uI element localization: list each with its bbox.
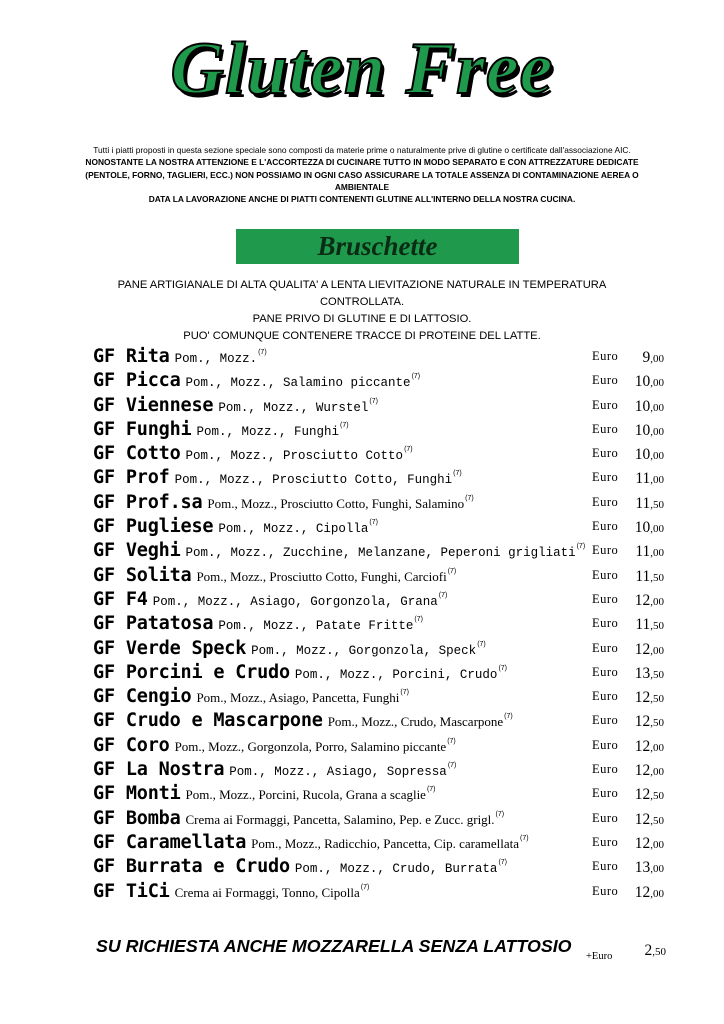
item-name: GF F4 (93, 588, 148, 610)
price-value (635, 689, 664, 707)
price-value (635, 568, 664, 586)
price-int: 12 (634, 689, 651, 707)
item-description: Pom., Mozz., Crudo, Mascarpone (327, 714, 504, 730)
price-dec: ,00 (650, 425, 664, 438)
item-price (592, 835, 670, 851)
allergen-note: (7) (495, 810, 505, 818)
allergen-note: (7) (453, 470, 462, 478)
price-dec: ,00 (650, 887, 664, 900)
price-int: 12 (634, 786, 651, 804)
item-price (592, 568, 670, 584)
item-description: Pom., Mozz., Gorgonzola, Speck (251, 643, 477, 658)
item-price (592, 786, 670, 802)
item-name: GF Viennese (93, 394, 214, 416)
item-price (592, 470, 670, 486)
item-description: Pom., Mozz., Prosciutto Cotto (185, 449, 404, 464)
currency-label: Euro (592, 519, 619, 534)
item-description: Pom., Mozz., Salamino piccante (185, 376, 411, 391)
menu-item (93, 638, 673, 662)
allergen-note: (7) (447, 567, 457, 575)
currency-label: Euro (592, 713, 619, 728)
currency-label: Euro (592, 762, 619, 777)
price-int: 11 (635, 470, 651, 488)
item-price (592, 859, 670, 875)
allergen-note: (7) (504, 713, 513, 721)
price-int: 12 (634, 591, 651, 609)
currency-label: Euro (592, 786, 619, 801)
item-price (592, 689, 670, 705)
allergen-note: (7) (414, 616, 423, 624)
price-dec: ,50 (650, 717, 664, 730)
item-price (592, 713, 670, 729)
intro-notice (60, 144, 664, 205)
allergen-note: (7) (520, 834, 529, 842)
item-name: GF Cengio (93, 686, 192, 708)
menu-item (93, 613, 673, 637)
allergen-note: (7) (447, 737, 456, 745)
item-description: Pom., Mozz., Prosciutto Cotto, Funghi, Salamino (207, 495, 465, 511)
price-value (635, 641, 664, 659)
price-dec: ,00 (650, 547, 664, 560)
price-int: 11 (635, 494, 651, 512)
item-price (592, 422, 670, 438)
price-value (645, 942, 667, 960)
item-description: Pom., Mozz., Cipolla (218, 522, 369, 537)
item-name: GF Picca (93, 370, 181, 392)
item-name: GF Rita (93, 346, 170, 367)
intro-line: Tutti i piatti proposti in questa sezione speciale sono composti da materie prime o naturalmente prive di glutine o certificate dall'associazione AIC. (93, 145, 631, 155)
price-int: 9 (642, 349, 651, 366)
allergen-note: (7) (339, 421, 349, 429)
item-description: Pom., Mozz., Asiago, Sopressa (229, 765, 447, 780)
menu-item (93, 856, 673, 880)
item-price (592, 446, 670, 462)
price-dec: ,50 (650, 814, 664, 827)
item-price (592, 762, 670, 778)
allergen-note: (7) (438, 591, 448, 599)
item-price (592, 665, 670, 681)
item-description: Crema ai Formaggi, Tonno, Cipolla (174, 884, 360, 900)
allergen-note: (7) (369, 519, 378, 527)
price-int: 11 (635, 543, 651, 561)
currency-label: Euro (592, 470, 619, 485)
intro-line: (PENTOLE, FORNO, TAGLIERI, ECC.) NON POSSIAMO IN OGNI CASO ASSICURARE LA TOTALE ASSENZA DI CONTAMINAZIONE AEREA O AMBIENTALE (85, 169, 639, 192)
currency-label: Euro (592, 421, 619, 436)
item-name: GF Coro (93, 734, 170, 756)
item-name: GF La Nostra (93, 759, 225, 781)
item-name: GF Porcini e Crudo (93, 661, 290, 683)
menu-item (93, 492, 673, 516)
menu-item (93, 395, 673, 419)
price-dec: ,50 (650, 498, 664, 511)
price-value (635, 616, 664, 634)
item-description: Pom., Mozz., Funghi (196, 424, 339, 439)
menu-item (93, 565, 673, 589)
section-title: Bruschette (317, 231, 438, 261)
item-price (592, 519, 670, 535)
allergen-note: (7) (447, 762, 457, 770)
footer-price (586, 942, 666, 964)
currency-label: Euro (592, 591, 619, 606)
item-name: GF Veghi (93, 540, 181, 562)
price-value (635, 592, 664, 610)
item-price (592, 495, 670, 511)
price-value (635, 519, 664, 537)
price-dec: ,00 (650, 353, 664, 365)
currency-label: Euro (592, 640, 619, 655)
item-name: GF Prof (93, 467, 170, 489)
price-int: 13 (634, 859, 651, 877)
bread-line: PANE PRIVO DI GLUTINE E DI LATTOSIO. (252, 313, 472, 325)
item-name: GF TiCi (93, 880, 170, 902)
price-dec: ,00 (650, 474, 664, 487)
item-description: Pom., Mozz., Porcini, Crudo (294, 667, 498, 682)
price-int: 12 (634, 834, 651, 852)
bread-line: PUO' COMUNQUE CONTENERE TRACCE DI PROTEINE DEL LATTE. (183, 330, 541, 342)
currency-label: Euro (592, 859, 619, 874)
price-value (635, 786, 664, 804)
item-description: Pom., Mozz., Patate Fritte (218, 619, 414, 634)
item-name: GF Crudo e Mascarpone (93, 710, 323, 732)
item-price (592, 349, 670, 365)
menu-item (93, 881, 673, 905)
item-price (592, 884, 670, 900)
currency-label: Euro (592, 616, 619, 631)
item-price (592, 641, 670, 657)
item-name: GF Pugliese (93, 516, 214, 538)
price-int: 12 (634, 737, 651, 755)
price-value (635, 495, 664, 513)
menu-item (93, 516, 673, 540)
item-name: GF Monti (93, 783, 181, 805)
menu-item (93, 710, 673, 734)
currency-label: Euro (592, 494, 619, 509)
currency-label: Euro (592, 543, 619, 558)
price-int: 12 (634, 640, 651, 658)
currency-label: Euro (592, 810, 619, 825)
footer-note: SU RICHIESTA ANCHE MOZZARELLA SENZA LATTOSIO (96, 936, 572, 956)
price-int: 12 (634, 713, 651, 731)
price-dec: ,50 (650, 693, 664, 706)
price-value (635, 422, 664, 440)
currency-label: Euro (592, 567, 619, 582)
menu-item (93, 662, 673, 686)
item-description: Pom., Mozz., Zucchine, Melanzane, Peperoni grigliati (185, 546, 576, 561)
price-value (635, 859, 664, 877)
menu-item (93, 735, 673, 759)
price-int: 13 (634, 664, 651, 682)
item-price (592, 616, 670, 632)
price-dec: ,00 (650, 766, 664, 779)
price-int: 12 (634, 810, 651, 828)
price-dec: ,50 (650, 571, 664, 584)
item-price (592, 738, 670, 754)
allergen-note: (7) (477, 640, 486, 648)
price-dec: ,00 (650, 863, 664, 876)
currency-label: Euro (592, 883, 619, 898)
price-value (635, 398, 664, 416)
item-price (592, 811, 670, 827)
price-dec: ,00 (650, 741, 664, 754)
item-description: Pom., Mozz., Asiago, Pancetta, Funghi (196, 690, 400, 706)
item-description: Pom., Mozz., Crudo, Burrata (294, 862, 498, 877)
price-dec: ,00 (650, 450, 664, 463)
price-int: 10 (634, 421, 651, 439)
allergen-note: (7) (360, 883, 370, 891)
item-description: Pom., Mozz. (174, 352, 258, 366)
menu-list (93, 346, 673, 905)
item-price (592, 398, 670, 414)
price-value (635, 470, 664, 488)
item-price (592, 543, 670, 559)
price-dec: ,50 (650, 790, 664, 803)
item-description: Pom., Mozz., Porcini, Rucola, Grana a scaglie (185, 787, 426, 803)
price-int: 12 (634, 883, 651, 901)
price-dec: ,00 (650, 401, 664, 414)
item-price (592, 592, 670, 608)
currency-label: Euro (592, 737, 619, 752)
allergen-note: (7) (465, 494, 474, 502)
menu-item (93, 808, 673, 832)
currency-label: Euro (592, 834, 619, 849)
item-name: GF Caramellata (93, 831, 247, 853)
price-int: 2 (644, 942, 653, 959)
currency-label: Euro (592, 373, 619, 388)
menu-item (93, 759, 673, 783)
item-description: Crema ai Formaggi, Pancetta, Salamino, Pep. e Zucc. grigl. (185, 811, 495, 827)
price-int: 11 (635, 616, 651, 634)
allergen-note: (7) (498, 664, 507, 672)
menu-item (93, 443, 673, 467)
menu-item (93, 540, 673, 564)
price-int: 10 (634, 373, 651, 391)
price-value (635, 762, 664, 780)
page-title: Gluten Free (170, 28, 554, 110)
currency-label: Euro (592, 349, 619, 363)
price-value (643, 349, 665, 367)
price-int: 10 (634, 397, 651, 415)
price-dec: ,00 (650, 377, 664, 390)
currency-label: Euro (592, 397, 619, 412)
currency-label: Euro (592, 446, 619, 461)
menu-item (93, 783, 673, 807)
allergen-note: (7) (258, 349, 267, 356)
price-value (635, 713, 664, 731)
menu-item (93, 832, 673, 856)
menu-item (93, 346, 673, 370)
allergen-note: (7) (400, 689, 409, 697)
menu-item (93, 686, 673, 710)
item-name: GF Verde Speck (93, 637, 247, 659)
menu-item (93, 419, 673, 443)
menu-item (93, 370, 673, 394)
menu-item (93, 467, 673, 491)
allergen-note: (7) (411, 373, 421, 381)
price-int: 12 (634, 762, 651, 780)
item-description: Pom., Mozz., Asiago, Gorgonzola, Grana (152, 594, 438, 609)
item-name: GF Patatosa (93, 613, 214, 635)
allergen-note: (7) (404, 446, 413, 454)
item-name: GF Cotto (93, 443, 181, 465)
price-value (635, 835, 664, 853)
price-value (635, 738, 664, 756)
allergen-note: (7) (426, 786, 436, 794)
item-name: GF Prof.sa (93, 491, 203, 513)
allergen-note: (7) (369, 397, 378, 405)
menu-item (93, 589, 673, 613)
price-dec: ,00 (650, 838, 664, 851)
item-name: GF Burrata e Crudo (93, 856, 290, 878)
currency-label: +Euro (586, 951, 613, 962)
price-value (635, 811, 664, 829)
price-dec: ,50 (650, 668, 664, 681)
price-int: 10 (634, 446, 651, 464)
item-description: Pom., Mozz., Prosciutto Cotto, Funghi, Carciofi (196, 568, 447, 584)
currency-label: Euro (592, 664, 619, 679)
bread-description (90, 277, 634, 345)
item-name: GF Solita (93, 564, 192, 586)
price-value (635, 665, 664, 683)
price-dec: ,50 (652, 946, 666, 958)
item-name: GF Bomba (93, 807, 181, 829)
price-dec: ,00 (650, 523, 664, 536)
price-value (635, 884, 664, 902)
item-description: Pom., Mozz., Radicchio, Pancetta, Cip. caramellata (251, 835, 519, 851)
item-price (592, 373, 670, 389)
item-name: GF Funghi (93, 418, 192, 440)
intro-line: DATA LA LAVORAZIONE ANCHE DI PIATTI CONTENENTI GLUTINE ALL'INTERNO DELLA NOSTRA CUCINA. (148, 194, 576, 205)
item-description: Pom., Mozz., Prosciutto Cotto, Funghi (174, 473, 453, 488)
price-dec: ,00 (650, 595, 664, 608)
allergen-note: (7) (498, 859, 507, 867)
bread-line: PANE ARTIGIANALE DI ALTA QUALITA' A LENTA LIEVITAZIONE NATURALE IN TEMPERATURA CONTROLLATA. (117, 279, 607, 308)
currency-label: Euro (592, 689, 619, 704)
item-description: Pom., Mozz., Gorgonzola, Porro, Salamino piccante (174, 738, 447, 754)
price-value (635, 446, 664, 464)
price-int: 11 (635, 567, 651, 585)
price-value (635, 373, 664, 391)
price-value (635, 543, 664, 561)
allergen-note: (7) (576, 543, 586, 551)
price-dec: ,50 (650, 620, 664, 633)
price-dec: ,00 (650, 644, 664, 657)
price-int: 10 (634, 519, 651, 537)
item-description: Pom., Mozz., Wurstel (218, 400, 369, 415)
intro-line: NONOSTANTE LA NOSTRA ATTENZIONE E L'ACCORTEZZA DI CUCINARE TUTTO IN MODO SEPARATO E CON ATTREZZATURE DEDICATE (85, 157, 639, 168)
